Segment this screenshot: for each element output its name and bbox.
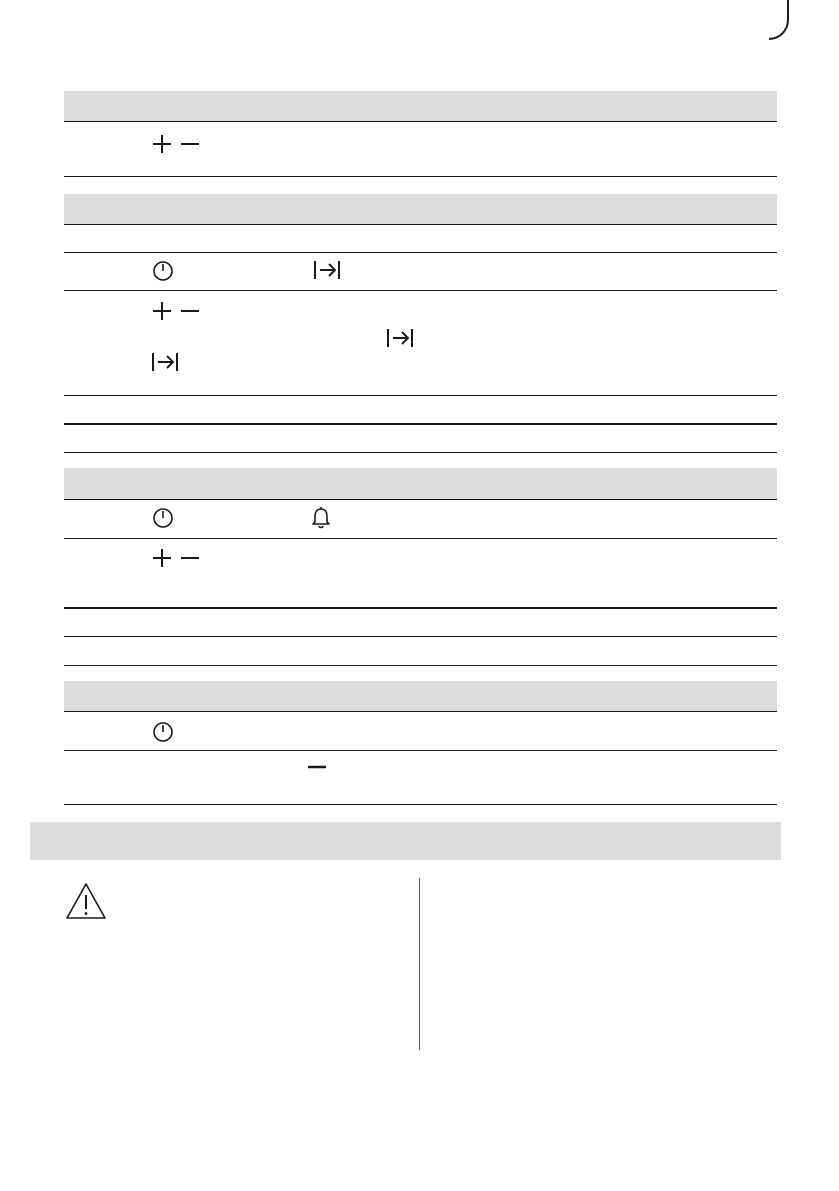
clock-icon [152,721,174,743]
table-rule [64,711,777,712]
clock-icon [152,260,174,282]
arrow-to-bar-icon [151,351,179,373]
column-divider [419,878,420,1050]
clock-icon [152,507,174,529]
bell-icon [311,506,331,530]
minus-icon [180,301,200,321]
table-rule-thick [64,607,777,609]
arrow-to-bar-icon [386,327,414,349]
table-rule [64,750,777,751]
table-rule [64,176,777,177]
arrow-to-bar-icon [313,259,341,281]
minus-icon [307,757,327,777]
page-corner-mark [769,0,789,40]
section-heading-band [30,822,781,860]
table-rule [64,224,777,225]
table-rule [64,665,777,666]
table-rule [64,290,777,291]
table-rule [64,452,777,453]
table-rule [64,121,777,122]
table-rule [64,252,777,253]
table-rule [64,499,777,500]
table-rule-thick [64,423,777,425]
warning-triangle-icon [65,882,107,920]
plus-icon [152,548,172,568]
plus-icon [152,301,172,321]
table-rule [64,538,777,539]
table-header-band [64,91,777,121]
table-header-band [64,468,777,499]
table-rule [64,636,777,637]
table-header-band [64,194,777,224]
table-header-band [64,681,777,711]
minus-icon [180,548,200,568]
table-rule [64,395,777,396]
table-rule [64,804,777,805]
plus-icon [152,134,172,154]
minus-icon [180,134,200,154]
